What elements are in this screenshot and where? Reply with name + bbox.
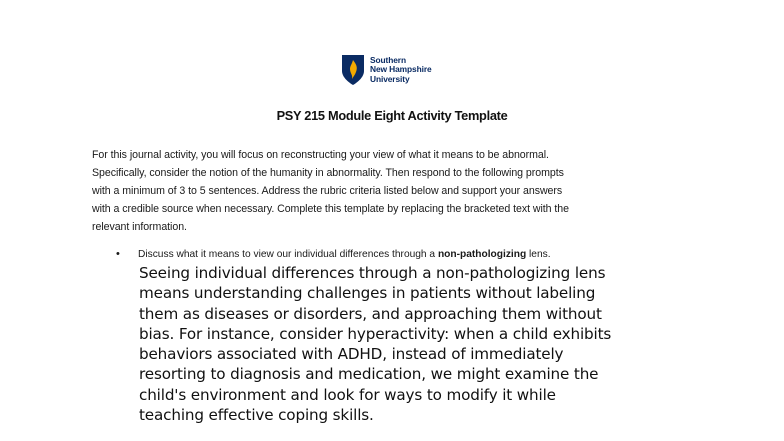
intro-line: relevant information. xyxy=(92,221,187,233)
logo-line-2: New Hampshire xyxy=(370,64,432,75)
university-name xyxy=(370,56,432,84)
intro-line: For this journal activity, you will focus on reconstructing your view of what it means to be abnormal. xyxy=(92,149,549,161)
logo-line-1: Southern xyxy=(370,55,406,66)
logo-line-3: University xyxy=(370,73,410,84)
answer-line: them as diseases or disorders, and approaching them without xyxy=(139,304,602,323)
answer-line: teaching effective coping skills. xyxy=(139,406,374,425)
prompt-bold-term: non-pathologizing xyxy=(437,249,527,260)
prompt-text xyxy=(138,247,551,262)
answer-line: resorting to diagnosis and medication, we might examine the xyxy=(139,365,599,384)
answer-line: bias. For instance, consider hyperactivity: when a child exhibits xyxy=(139,324,612,343)
prompt-prefix: Discuss what it means to view our individual differences through a xyxy=(138,249,438,260)
university-logo xyxy=(341,54,432,86)
answer-response xyxy=(139,263,699,425)
answer-line: behaviors associated with ADHD, instead of immediately xyxy=(139,345,564,364)
intro-paragraph xyxy=(92,146,702,236)
intro-line: with a minimum of 3 to 5 sentences. Address the rubric criteria listed below and support your answers xyxy=(92,185,563,197)
answer-line: Seeing individual differences through a non-pathologizing lens xyxy=(139,264,606,282)
snhu-shield-flame-icon xyxy=(341,54,365,86)
intro-line: with a credible source when necessary. Complete this template by replacing the bracketed text with the xyxy=(92,203,569,215)
answer-line: child's environment and look for ways to modify it while xyxy=(139,385,556,404)
document-title: PSY 215 Module Eight Activity Template xyxy=(276,108,508,123)
prompt-suffix: lens. xyxy=(526,249,551,260)
bullet-marker: • xyxy=(116,248,120,260)
answer-line: means understanding challenges in patients without labeling xyxy=(139,284,596,303)
intro-line: Specifically, consider the notion of the humanity in abnormality. Then respond to the following prompts xyxy=(92,167,564,179)
